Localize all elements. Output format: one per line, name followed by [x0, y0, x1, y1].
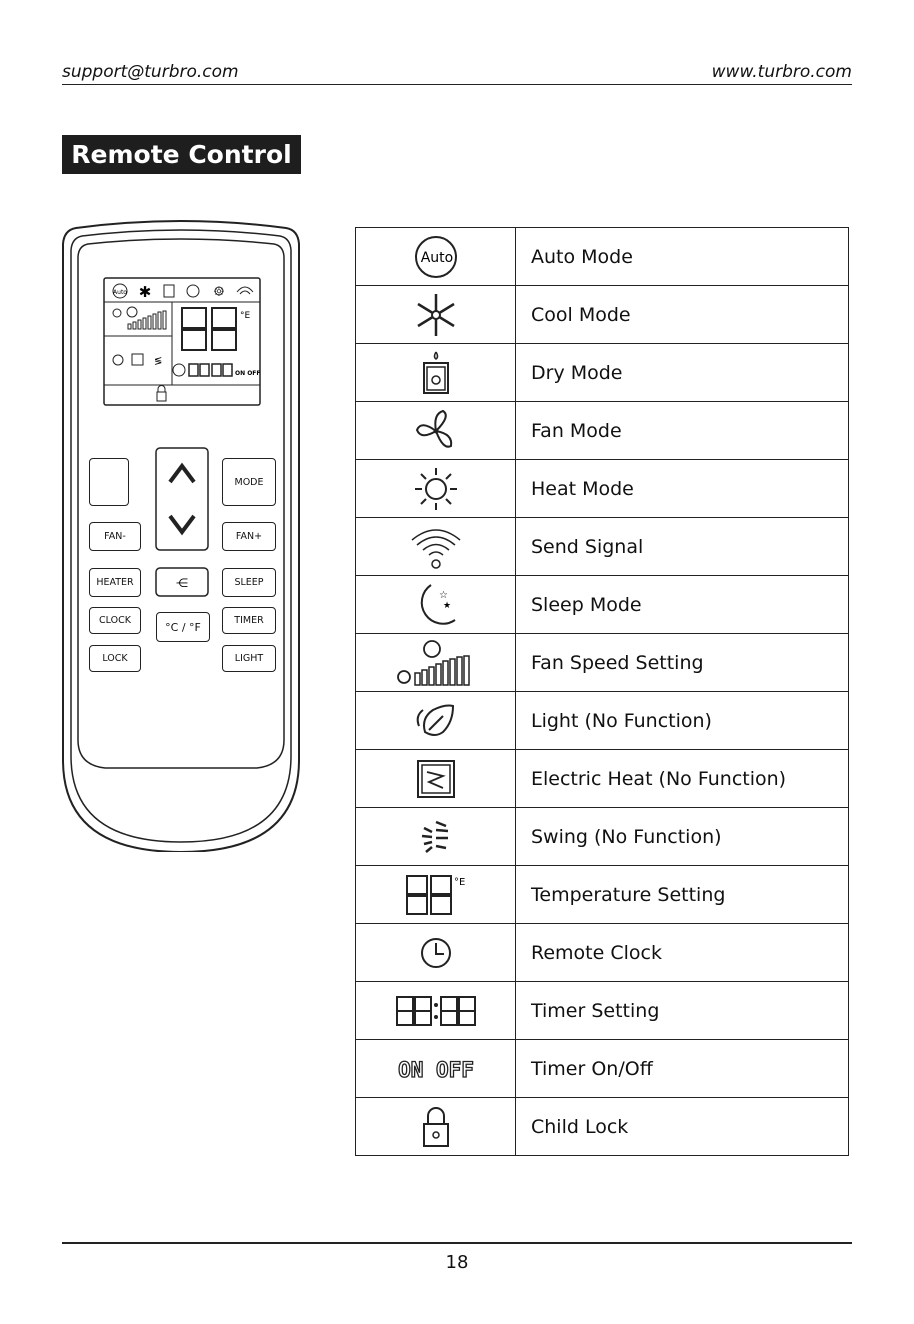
legend-label: Send Signal — [516, 518, 849, 576]
legend-label: Timer Setting — [516, 982, 849, 1040]
legend-row — [356, 1040, 849, 1098]
legend-row — [356, 402, 849, 460]
legend-label: Fan Mode — [516, 402, 849, 460]
support-email[interactable]: support@turbro.com — [62, 62, 239, 82]
sleep-button[interactable]: SLEEP — [222, 568, 276, 597]
legend-label: Child Lock — [516, 1098, 849, 1156]
light-button[interactable]: LIGHT — [222, 645, 276, 672]
mode-button[interactable]: MODE — [222, 458, 276, 506]
heater-button[interactable]: HEATER — [89, 568, 141, 597]
legend-label: Electric Heat (No Function) — [516, 750, 849, 808]
legend-row — [356, 228, 849, 286]
timer-digits-icon — [356, 982, 516, 1040]
legend-label: Heat Mode — [516, 460, 849, 518]
svg-text:☆: ☆ — [438, 589, 448, 601]
fan-minus-button[interactable]: FAN- — [89, 522, 141, 551]
website-link[interactable]: www.turbro.com — [711, 62, 852, 82]
svg-text:★: ★ — [442, 600, 451, 611]
legend-row — [356, 344, 849, 402]
svg-text:⋲: ⋲ — [176, 576, 188, 590]
auto-icon — [356, 228, 516, 286]
legend-label: Dry Mode — [516, 344, 849, 402]
svg-text:✱: ✱ — [138, 283, 152, 301]
lock-button[interactable]: LOCK — [89, 645, 141, 672]
temperature-digits-icon — [356, 866, 516, 924]
legend-row — [356, 924, 849, 982]
onoff-icon — [356, 1040, 516, 1098]
section-title: Remote Control — [62, 135, 301, 174]
legend-label: Temperature Setting — [516, 866, 849, 924]
legend-row — [356, 634, 849, 692]
fan-speed-icon — [356, 634, 516, 692]
svg-text:Auto: Auto — [113, 289, 127, 296]
legend-row — [356, 750, 849, 808]
legend-row — [356, 692, 849, 750]
power-button[interactable] — [89, 458, 129, 506]
legend-row — [356, 460, 849, 518]
moon-icon — [356, 576, 516, 634]
fan-plus-button[interactable]: FAN+ — [222, 522, 276, 551]
legend-label: Cool Mode — [516, 286, 849, 344]
svg-text:☼: ☼ — [213, 285, 225, 300]
footer-divider — [62, 1242, 852, 1244]
swing-icon — [356, 808, 516, 866]
snowflake-icon — [356, 286, 516, 344]
legend-row — [356, 808, 849, 866]
heater-icon — [356, 750, 516, 808]
unit-button[interactable]: °C / °F — [156, 612, 210, 642]
legend-label: Timer On/Off — [516, 1040, 849, 1098]
timer-button[interactable]: TIMER — [222, 607, 276, 634]
svg-text:≶: ≶ — [154, 356, 163, 367]
svg-text:°E: °E — [240, 311, 251, 321]
page-number: 18 — [445, 1252, 469, 1273]
fan-icon — [356, 402, 516, 460]
legend-row — [356, 286, 849, 344]
clock-button[interactable]: CLOCK — [89, 607, 141, 634]
legend-row — [356, 866, 849, 924]
legend-label: Remote Clock — [516, 924, 849, 982]
signal-icon — [356, 518, 516, 576]
lock-icon — [356, 1098, 516, 1156]
leaf-icon — [356, 692, 516, 750]
remote-illustration — [62, 220, 300, 852]
legend-label: Sleep Mode — [516, 576, 849, 634]
icon-legend-table — [355, 227, 849, 1156]
page-header — [62, 60, 852, 85]
sun-icon — [356, 460, 516, 518]
legend-label: Swing (No Function) — [516, 808, 849, 866]
legend-row — [356, 576, 849, 634]
clock-icon — [356, 924, 516, 982]
legend-label: Fan Speed Setting — [516, 634, 849, 692]
svg-text:Auto: Auto — [420, 249, 453, 266]
legend-row — [356, 1098, 849, 1156]
remote-onoff-text: ON OFF — [235, 370, 261, 377]
dry-icon — [356, 344, 516, 402]
legend-label: Light (No Function) — [516, 692, 849, 750]
legend-row — [356, 518, 849, 576]
svg-text:ON OFF: ON OFF — [397, 1057, 474, 1082]
legend-row — [356, 982, 849, 1040]
legend-label: Auto Mode — [516, 228, 849, 286]
svg-text:°E: °E — [453, 876, 465, 888]
